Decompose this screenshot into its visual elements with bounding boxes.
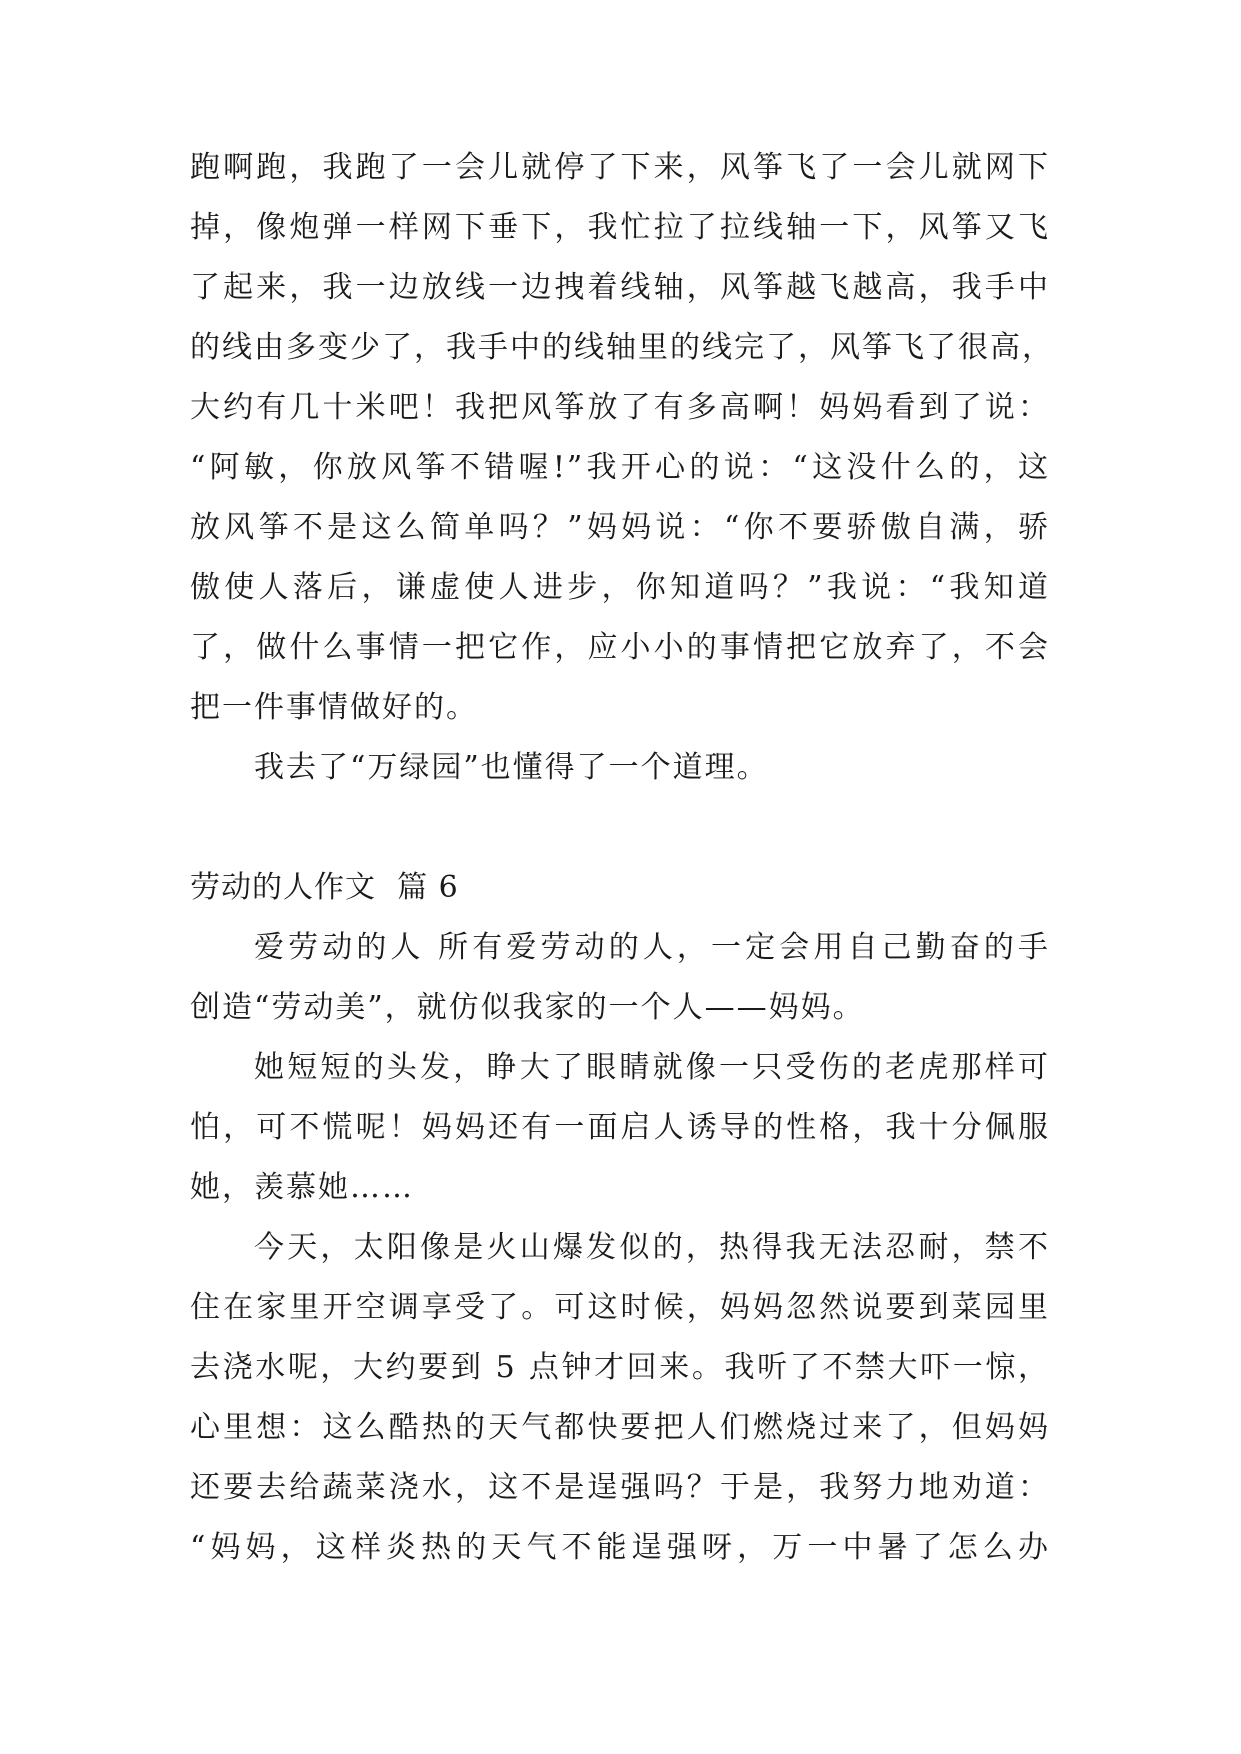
text-line: 她，羡慕她……: [190, 1170, 414, 1205]
text-line: 把一件事情做好的。: [190, 690, 478, 725]
text-line: 大约有几十米吧！我把风筝放了有多高啊！妈妈看到了说：: [190, 390, 1050, 425]
paragraph-first-line: 爱劳动的人 所有爱劳动的人，一定会用自己勤奋的手: [254, 930, 1050, 965]
text-line: 去浇水呢，大约要到 5 点钟才回来。我听了不禁大吓一惊，: [190, 1350, 1050, 1385]
text-line: 创造“劳动美”，就仿似我家的一个人——妈妈。: [190, 990, 865, 1025]
text-line: 跑啊跑，我跑了一会儿就停了下来，风筝飞了一会儿就网下: [190, 150, 1050, 185]
text-line: 怕，可不慌呢！妈妈还有一面启人诱导的性格，我十分佩服: [190, 1110, 1050, 1145]
text-line: 还要去给蔬菜浇水，这不是逞强吗？于是，我努力地劝道：: [190, 1470, 1050, 1505]
text-line: 心里想：这么酷热的天气都快要把人们燃烧过来了，但妈妈: [190, 1410, 1050, 1445]
text-line: 放风筝不是这么简单吗？”妈妈说：“你不要骄傲自满，骄: [190, 510, 1050, 545]
paragraph-first-line: 她短短的头发，睁大了眼睛就像一只受伤的老虎那样可: [254, 1050, 1050, 1085]
text-line: 了，做什么事情一把它作，应小小的事情把它放弃了，不会: [190, 630, 1050, 665]
text-line: 的线由多变少了，我手中的线轴里的线完了，风筝飞了很高，: [190, 330, 1054, 365]
text-line: “妈妈，这样炎热的天气不能逞强呀，万一中暑了怎么办: [190, 1530, 1050, 1565]
section-heading: 劳动的人作文 篇 6: [190, 870, 459, 905]
text-line: 掉，像炮弹一样网下垂下，我忙拉了拉线轴一下，风筝又飞: [190, 210, 1050, 245]
text-line: 住在家里开空调享受了。可这时候，妈妈忽然说要到菜园里: [190, 1290, 1050, 1325]
text-line: “阿敏，你放风筝不错喔!”我开心的说：“这没什么的，这: [190, 450, 1050, 485]
closing-paragraph: 我去了“万绿园”也懂得了一个道理。: [254, 750, 769, 785]
text-line: 傲使人落后，谦虚使人进步，你知道吗？”我说：“我知道: [190, 570, 1050, 605]
text-line: 了起来，我一边放线一边拽着线轴，风筝越飞越高，我手中: [190, 270, 1050, 305]
paragraph-first-line: 今天，太阳像是火山爆发似的，热得我无法忍耐，禁不: [254, 1230, 1050, 1265]
